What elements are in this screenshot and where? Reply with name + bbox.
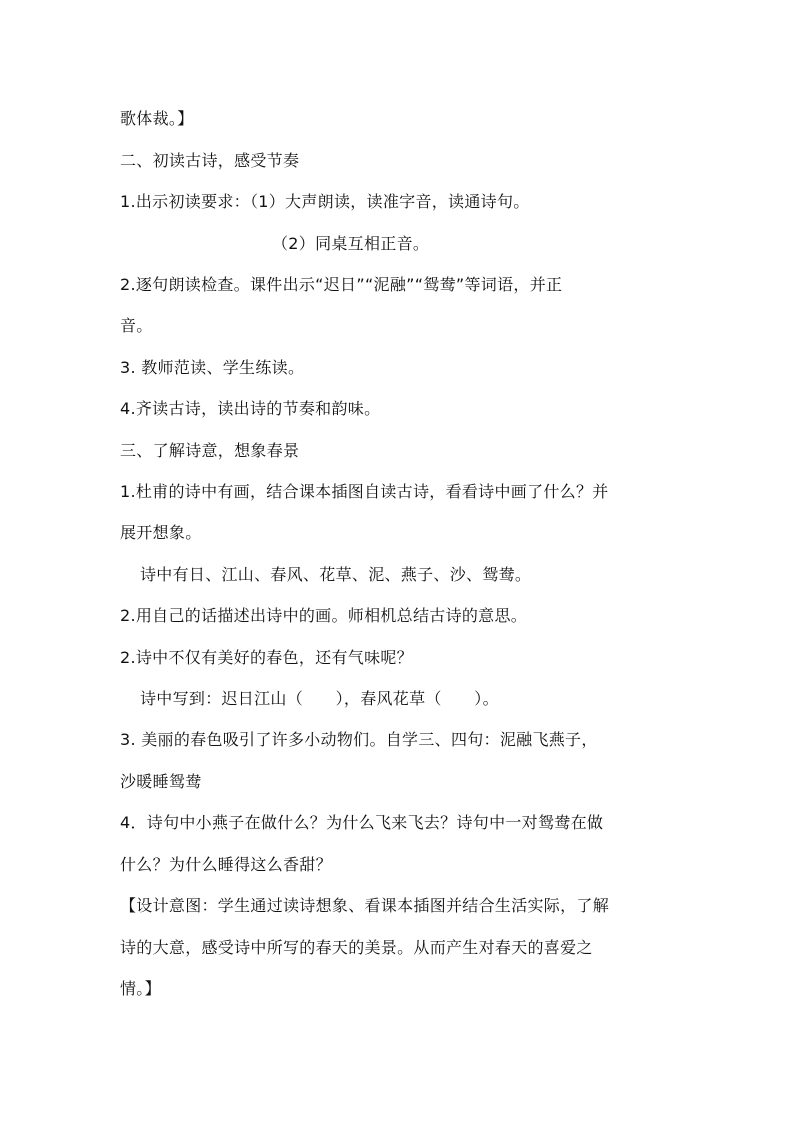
text-line: 歌体裁。】 [120,109,194,128]
section-heading: 三、了解诗意，想象春景 [120,441,300,460]
text-line: 诗的大意，感受诗中所写的春天的美景。从而产生对春天的喜爱之 [120,938,593,957]
text-line: 2.逐句朗读检查。课件出示“迟日”“泥融”“鸳鸯”等词语，并正 [120,275,563,294]
text-line: 1.杜甫的诗中有画，结合课本插图自读古诗，看看诗中画了什么？并 [120,482,609,501]
text-line: 情。】 [120,979,161,998]
text-line: 4.齐读古诗，读出诗的节奏和韵味。 [120,399,381,418]
text-line: 1.出示初读要求：（1）大声朗读，读准字音，读通诗句。 [120,192,530,211]
text-line: 什么？为什么睡得这么香甜？ [120,855,332,874]
text-line: 展开想象。 [120,523,202,542]
text-line: 4．诗句中小燕子在做什么？为什么飞来飞去？诗句中一对鸳鸯在做 [120,813,604,832]
text-line: 2.用自己的话描述出诗中的画。师相机总结古诗的意思。 [120,606,528,625]
text-line: 3. 教师范读、学生练读。 [120,358,305,377]
text-line: 音。 [120,316,153,335]
text-line: 【设计意图：学生通过读诗想象、看课本插图并结合生活实际，了解 [120,896,610,915]
text-line: 2.诗中不仅有美好的春色，还有气味呢？ [120,648,413,667]
text-line: 3. 美丽的春色吸引了许多小动物们。自学三、四句：泥融飞燕子， [120,730,598,749]
text-line: 沙暖睡鸳鸯 [120,772,202,791]
text-line: 诗中有日、江山、春风、花草、泥、燕子、沙、鸳鸯。 [140,565,532,584]
text-line: （2）同桌互相正音。 [272,234,430,253]
section-heading: 二、初读古诗，感受节奏 [120,151,300,170]
text-line: 诗中写到：迟日江山（ ），春风花草（ ）。 [140,689,499,708]
